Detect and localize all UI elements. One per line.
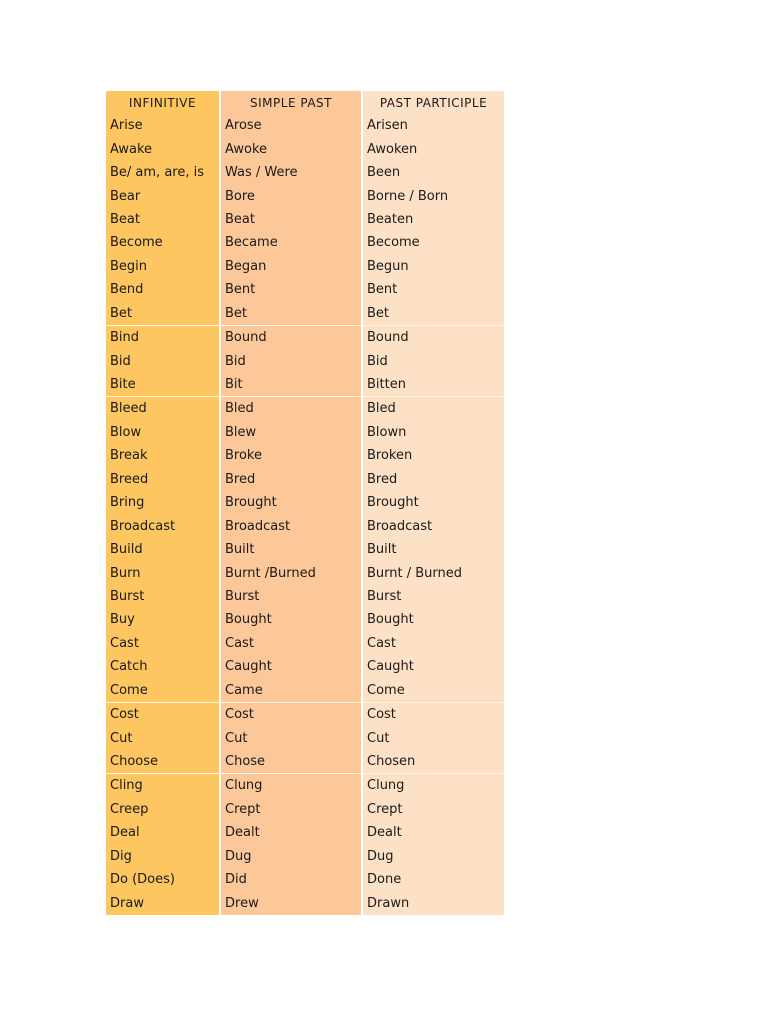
table-row [106, 585, 504, 608]
cell-simple-past: Bred [220, 468, 362, 491]
cell-infinitive: Bend [106, 278, 220, 301]
table-row [106, 302, 504, 326]
cell-simple-past: Bought [220, 608, 362, 631]
cell-infinitive: Draw [106, 891, 220, 914]
cell-past-participle: Brought [362, 491, 504, 514]
table-row [106, 655, 504, 678]
table-row [106, 208, 504, 231]
table-row [106, 421, 504, 444]
cell-past-participle: Bled [362, 397, 504, 421]
cell-infinitive: Bet [106, 302, 220, 326]
cell-infinitive: Beat [106, 208, 220, 231]
cell-simple-past: Built [220, 538, 362, 561]
cell-past-participle: Built [362, 538, 504, 561]
cell-simple-past: Bore [220, 184, 362, 207]
cell-simple-past: Burnt /Burned [220, 561, 362, 584]
cell-past-participle: Burnt / Burned [362, 561, 504, 584]
cell-simple-past: Bled [220, 397, 362, 421]
cell-simple-past: Did [220, 868, 362, 891]
cell-simple-past: Cut [220, 726, 362, 749]
cell-past-participle: Been [362, 161, 504, 184]
cell-infinitive: Begin [106, 255, 220, 278]
cell-past-participle: Bred [362, 468, 504, 491]
cell-infinitive: Breed [106, 468, 220, 491]
table-row [106, 821, 504, 844]
cell-past-participle: Broken [362, 444, 504, 467]
cell-simple-past: Drew [220, 891, 362, 914]
cell-infinitive: Burn [106, 561, 220, 584]
table-row [106, 891, 504, 914]
cell-past-participle: Begun [362, 255, 504, 278]
cell-simple-past: Clung [220, 774, 362, 798]
cell-past-participle: Crept [362, 798, 504, 821]
cell-infinitive: Bid [106, 349, 220, 372]
cell-past-participle: Bid [362, 349, 504, 372]
header-infinitive: INFINITIVE [106, 91, 220, 114]
table-row [106, 161, 504, 184]
cell-simple-past: Was / Were [220, 161, 362, 184]
cell-past-participle: Arisen [362, 114, 504, 137]
header-past-participle: PAST PARTICIPLE [362, 91, 504, 114]
cell-past-participle: Bet [362, 302, 504, 326]
cell-infinitive: Creep [106, 798, 220, 821]
cell-simple-past: Bit [220, 373, 362, 397]
cell-infinitive: Cut [106, 726, 220, 749]
irregular-verbs-table [106, 91, 504, 915]
cell-infinitive: Dig [106, 845, 220, 868]
table-header [106, 91, 504, 114]
table-row [106, 798, 504, 821]
cell-infinitive: Become [106, 231, 220, 254]
cell-past-participle: Bound [362, 325, 504, 349]
table-row [106, 373, 504, 397]
cell-past-participle: Beaten [362, 208, 504, 231]
table-row [106, 184, 504, 207]
cell-simple-past: Caught [220, 655, 362, 678]
cell-infinitive: Come [106, 679, 220, 703]
cell-simple-past: Chose [220, 750, 362, 774]
cell-past-participle: Caught [362, 655, 504, 678]
cell-simple-past: Broadcast [220, 514, 362, 537]
cell-past-participle: Cut [362, 726, 504, 749]
cell-past-participle: Dug [362, 845, 504, 868]
cell-past-participle: Blown [362, 421, 504, 444]
cell-infinitive: Bear [106, 184, 220, 207]
cell-simple-past: Bet [220, 302, 362, 326]
table-row [106, 349, 504, 372]
cell-infinitive: Be/ am, are, is [106, 161, 220, 184]
table-row [106, 255, 504, 278]
table-row [106, 137, 504, 160]
cell-past-participle: Cost [362, 702, 504, 726]
cell-simple-past: Crept [220, 798, 362, 821]
cell-infinitive: Break [106, 444, 220, 467]
cell-simple-past: Bent [220, 278, 362, 301]
cell-infinitive: Awake [106, 137, 220, 160]
header-simple-past: SIMPLE PAST [220, 91, 362, 114]
cell-infinitive: Blow [106, 421, 220, 444]
cell-simple-past: Brought [220, 491, 362, 514]
cell-past-participle: Borne / Born [362, 184, 504, 207]
cell-infinitive: Cost [106, 702, 220, 726]
cell-infinitive: Bring [106, 491, 220, 514]
table-row [106, 514, 504, 537]
table-row [106, 491, 504, 514]
cell-simple-past: Cast [220, 632, 362, 655]
cell-infinitive: Do (Does) [106, 868, 220, 891]
table-row [106, 444, 504, 467]
cell-past-participle: Dealt [362, 821, 504, 844]
cell-simple-past: Cost [220, 702, 362, 726]
table-row [106, 114, 504, 137]
cell-past-participle: Come [362, 679, 504, 703]
cell-infinitive: Buy [106, 608, 220, 631]
cell-simple-past: Arose [220, 114, 362, 137]
cell-simple-past: Blew [220, 421, 362, 444]
cell-infinitive: Bite [106, 373, 220, 397]
cell-infinitive: Build [106, 538, 220, 561]
cell-simple-past: Became [220, 231, 362, 254]
cell-infinitive: Bind [106, 325, 220, 349]
table-row [106, 845, 504, 868]
table-row [106, 608, 504, 631]
cell-simple-past: Awoke [220, 137, 362, 160]
cell-infinitive: Burst [106, 585, 220, 608]
cell-past-participle: Bent [362, 278, 504, 301]
cell-past-participle: Drawn [362, 891, 504, 914]
cell-simple-past: Burst [220, 585, 362, 608]
cell-simple-past: Dealt [220, 821, 362, 844]
cell-past-participle: Become [362, 231, 504, 254]
table-row [106, 561, 504, 584]
cell-past-participle: Cast [362, 632, 504, 655]
cell-simple-past: Bound [220, 325, 362, 349]
cell-infinitive: Arise [106, 114, 220, 137]
table-row [106, 538, 504, 561]
table-row [106, 702, 504, 726]
cell-infinitive: Catch [106, 655, 220, 678]
table-body [106, 114, 504, 915]
table-row [106, 278, 504, 301]
cell-simple-past: Came [220, 679, 362, 703]
table-row [106, 750, 504, 774]
table-row [106, 632, 504, 655]
cell-past-participle: Chosen [362, 750, 504, 774]
table-row [106, 679, 504, 703]
cell-simple-past: Began [220, 255, 362, 278]
cell-infinitive: Broadcast [106, 514, 220, 537]
cell-infinitive: Choose [106, 750, 220, 774]
cell-simple-past: Broke [220, 444, 362, 467]
cell-infinitive: Cling [106, 774, 220, 798]
cell-past-participle: Done [362, 868, 504, 891]
cell-simple-past: Bid [220, 349, 362, 372]
table-row [106, 774, 504, 798]
cell-infinitive: Bleed [106, 397, 220, 421]
cell-infinitive: Cast [106, 632, 220, 655]
table-row [106, 868, 504, 891]
header-row [106, 91, 504, 114]
cell-simple-past: Beat [220, 208, 362, 231]
cell-past-participle: Clung [362, 774, 504, 798]
table-row [106, 397, 504, 421]
cell-past-participle: Bitten [362, 373, 504, 397]
table-row [106, 468, 504, 491]
cell-past-participle: Broadcast [362, 514, 504, 537]
table-row [106, 325, 504, 349]
cell-past-participle: Burst [362, 585, 504, 608]
cell-infinitive: Deal [106, 821, 220, 844]
cell-past-participle: Awoken [362, 137, 504, 160]
cell-past-participle: Bought [362, 608, 504, 631]
table-row [106, 726, 504, 749]
table-row [106, 231, 504, 254]
cell-simple-past: Dug [220, 845, 362, 868]
